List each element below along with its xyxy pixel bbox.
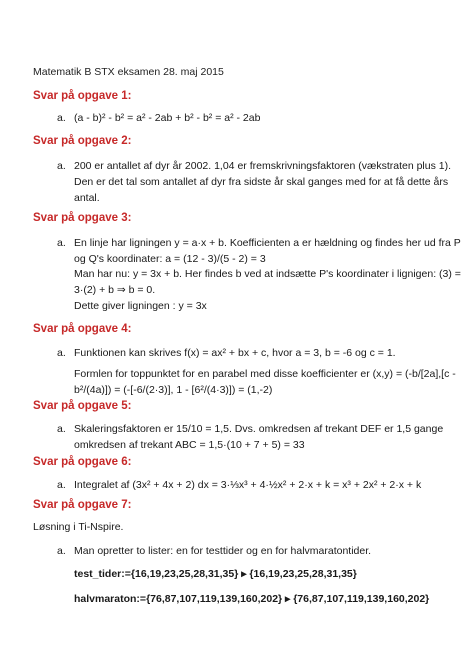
- paragraph-line: Formlen for toppunktet for en parabel med disse koefficienter er (x,y) = (-b/[2a],[c -: [74, 368, 456, 380]
- answer-7a: [74, 543, 454, 559]
- answer-line: En linje har ligningen y = a·x + b. Koefficienten a er hældning og findes her ud fra P: [74, 237, 461, 249]
- paragraph-line: Dette giver ligningen : y = 3x: [74, 300, 207, 312]
- answer-3a-paragraph: [74, 266, 461, 298]
- answer-line: antal.: [74, 192, 100, 204]
- item-marker: a.: [57, 112, 66, 124]
- answer-5a: [74, 421, 454, 453]
- heading-opgave-1: Svar på opgave 1:: [33, 90, 132, 102]
- heading-opgave-3: Svar på opgave 3:: [33, 212, 132, 224]
- heading-opgave-2: Svar på opgave 2:: [33, 135, 132, 147]
- item-marker: a.: [57, 160, 66, 172]
- code-line: test_tider:={16,19,23,25,28,31,35} ▸ {16,19,23,25,28,31,35}: [74, 568, 357, 580]
- answer-line: Integralet af (3x² + 4x + 2) dx = 3·⅓x³ + 4·½x² + 2·x + k = x³ + 2x² + 2·x + k: [74, 479, 422, 491]
- answer-2a: [74, 158, 454, 206]
- paragraph-line: Man har nu: y = 3x + b. Her findes b ved at indsætte P's koordinater i lignigen: (3) =: [74, 268, 461, 280]
- answer-line: Funktionen kan skrives f(x) = ax² + bx + c, hvor a = 3, b = -6 og c = 1.: [74, 347, 396, 359]
- answer-6a: [74, 477, 454, 493]
- paragraph-line: 3·(2) + b ⇒ b = 0.: [74, 284, 156, 296]
- answer-line: 200 er antallet af dyr år 2002. 1,04 er fremskrivningsfaktoren (vækstraten plus 1).: [74, 160, 452, 172]
- answer-line: Skaleringsfaktoren er 15/10 = 1,5. Dvs. omkredsen af trekant DEF er 1,5 gange: [74, 423, 444, 435]
- item-marker: a.: [57, 479, 66, 491]
- heading-opgave-6: Svar på opgave 6:: [33, 456, 132, 468]
- solution-note: Løsning i Ti-Nspire.: [33, 521, 124, 533]
- code-line-halvmaraton: [74, 591, 454, 607]
- answer-3a: [74, 235, 461, 267]
- item-marker: a.: [57, 545, 66, 557]
- answer-3a-conclusion: [74, 298, 454, 314]
- answer-line: (a - b)² - b² = a² - 2ab + b² - b² = a² - 2ab: [74, 112, 261, 124]
- item-marker: a.: [57, 347, 66, 359]
- item-marker: a.: [57, 237, 66, 249]
- answer-line: Den er det tal som antallet af dyr fra sidste år skal ganges med for at få dette års: [74, 176, 449, 188]
- answer-line: og Q's koordinater: a = (12 - 3)/(5 - 2) = 3: [74, 253, 266, 265]
- answer-line: omkredsen af trekant ABC = 1,5·(10 + 7 + 5) = 33: [74, 439, 305, 451]
- heading-opgave-5: Svar på opgave 5:: [33, 400, 132, 412]
- code-line: halvmaraton:={76,87,107,119,139,160,202} ▸ {76,87,107,119,139,160,202}: [74, 593, 430, 605]
- heading-opgave-7: Svar på opgave 7:: [33, 499, 132, 511]
- answer-4a-paragraph: [74, 366, 454, 398]
- heading-opgave-4: Svar på opgave 4:: [33, 323, 132, 335]
- code-line-test-tider: [74, 566, 454, 582]
- answer-1a: [74, 110, 454, 126]
- paragraph-line: b²/(4a)]) = (-[-6/(2·3)], 1 - [6²/(4·3)]) = (1,-2): [74, 384, 273, 396]
- answer-line: Man opretter to lister: en for testtider og en for halvmaratontider.: [74, 545, 372, 557]
- item-marker: a.: [57, 423, 66, 435]
- document-title: Matematik B STX eksamen 28. maj 2015: [33, 66, 224, 78]
- answer-4a: [74, 345, 454, 361]
